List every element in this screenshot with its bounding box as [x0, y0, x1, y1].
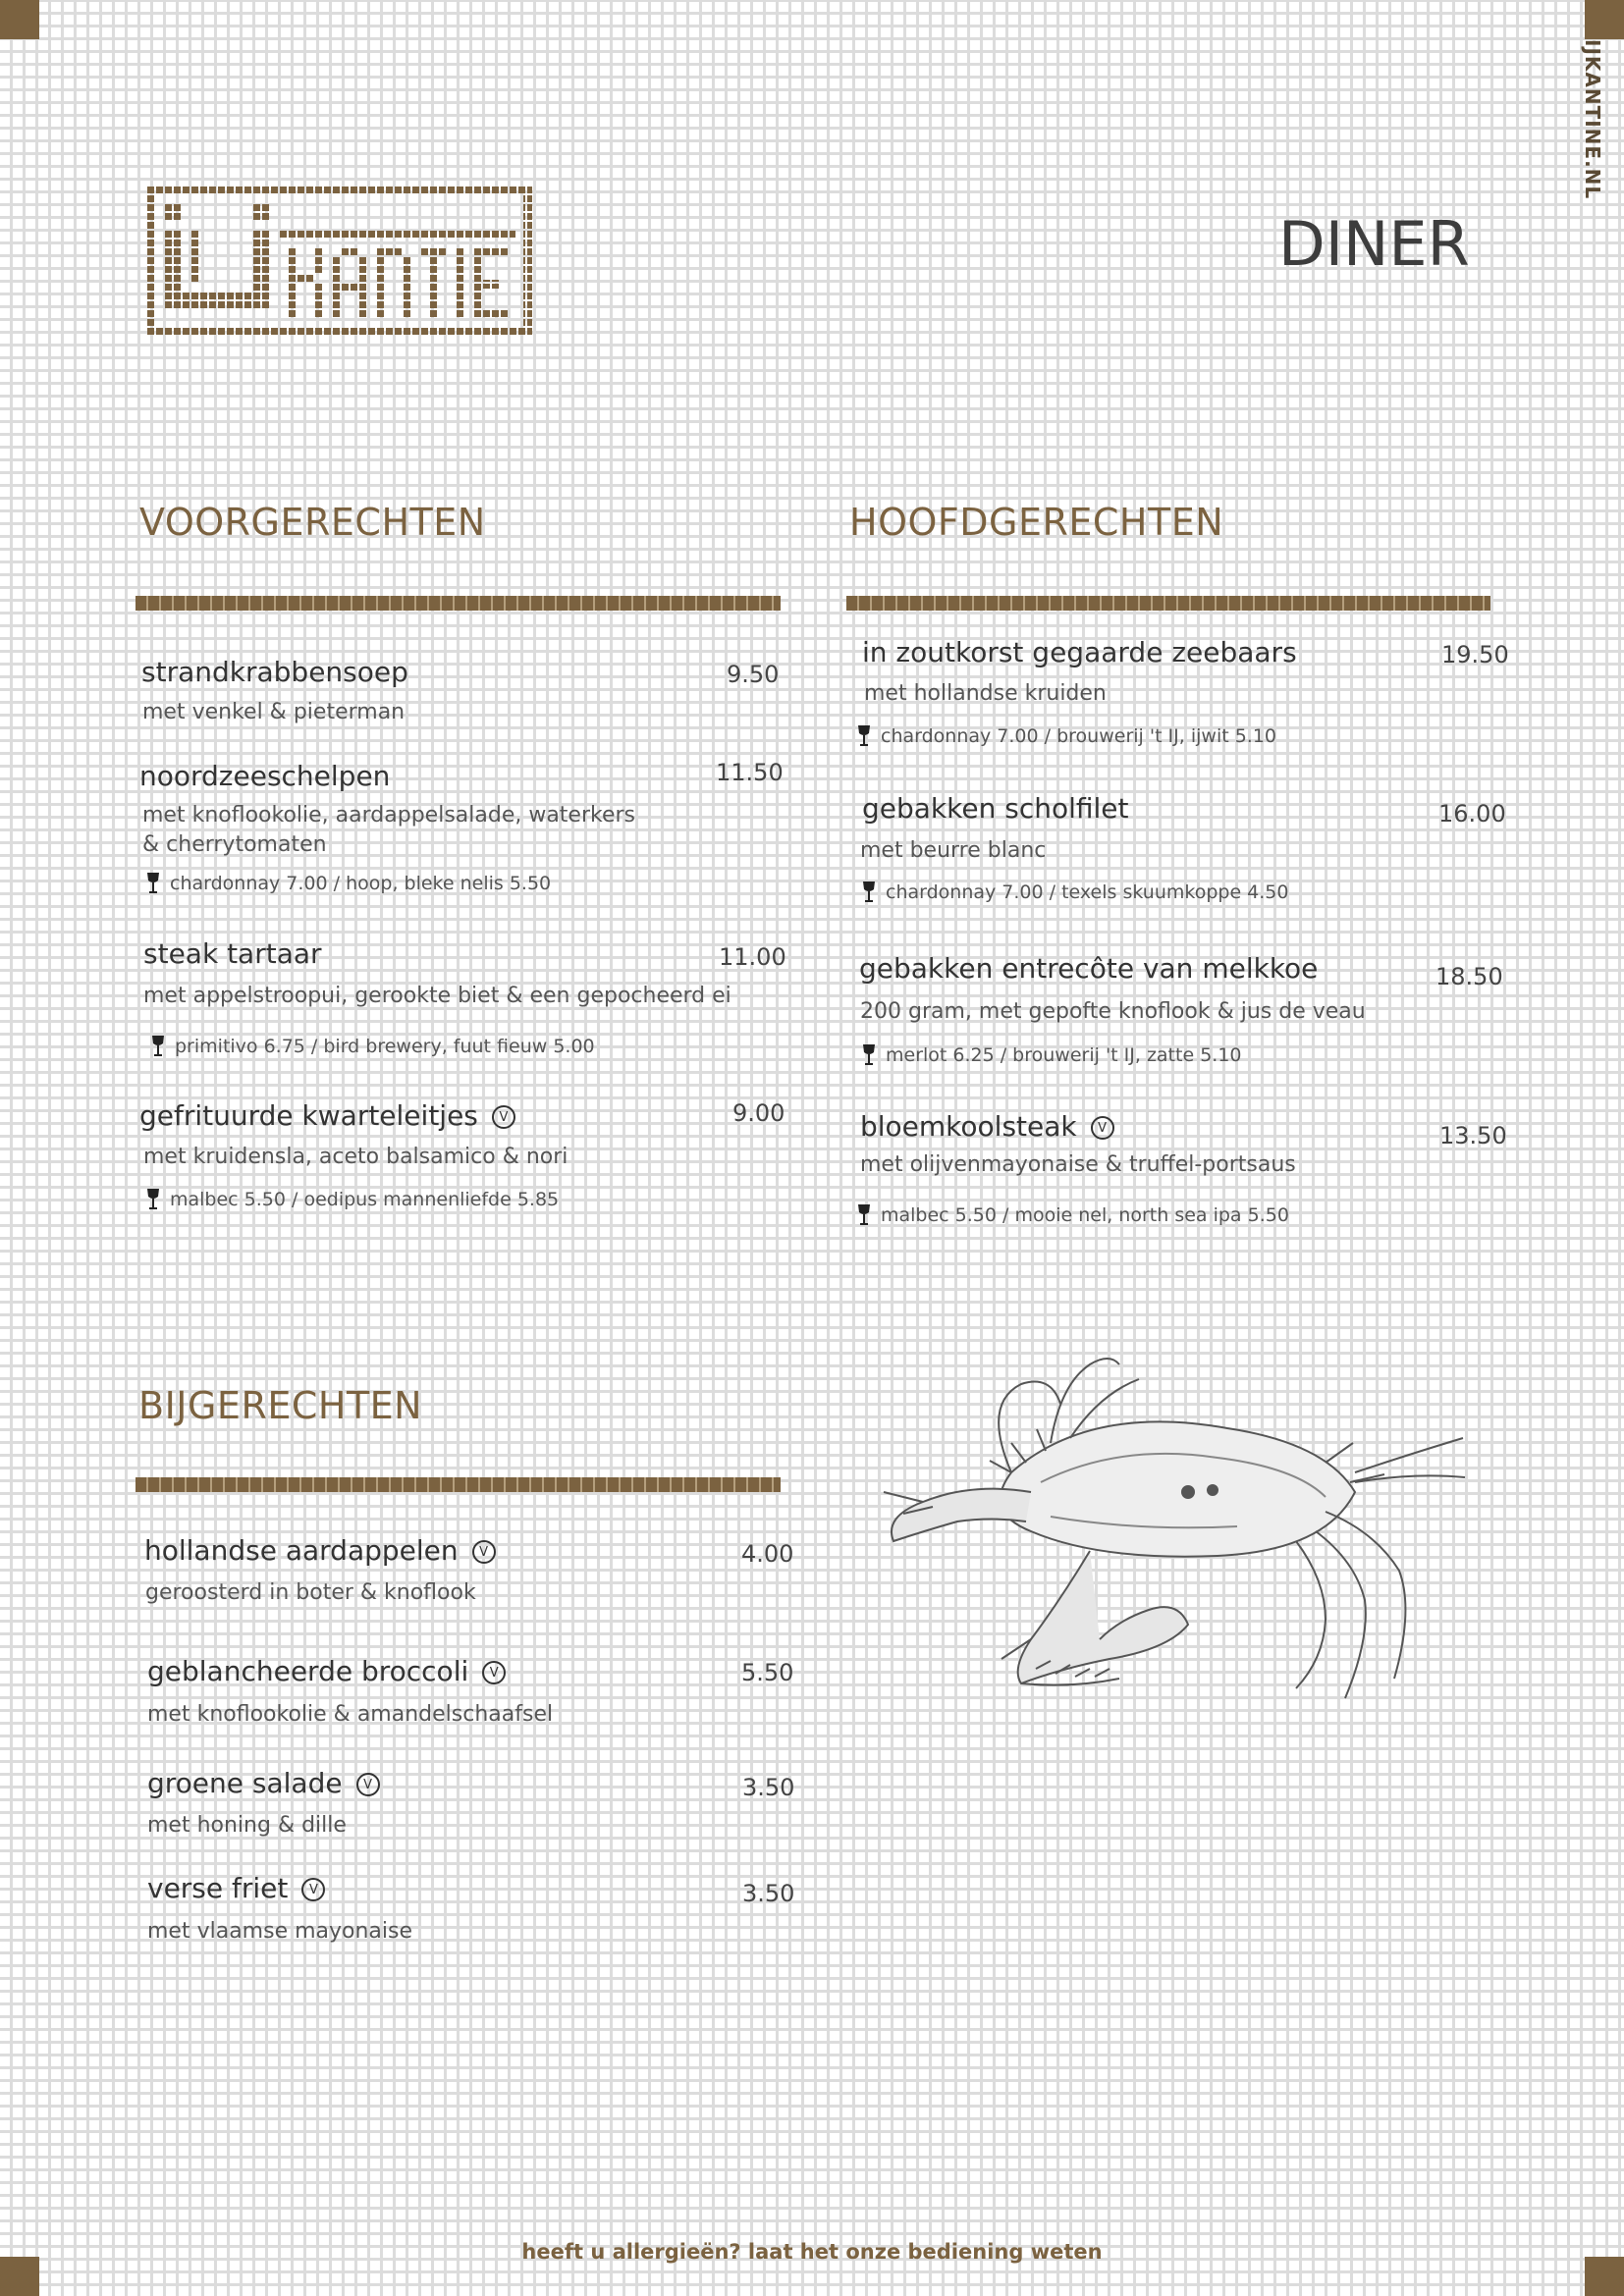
wine-glass-icon — [862, 881, 876, 904]
section-divider — [135, 1477, 781, 1492]
menu-item-price: 5.50 — [741, 1659, 794, 1686]
wine-glass-icon — [857, 724, 871, 748]
vegetarian-icon: V — [301, 1878, 325, 1901]
menu-item-price: 3.50 — [742, 1880, 795, 1907]
wine-glass-icon — [151, 1035, 165, 1058]
menu-item-description: met honing & dille — [147, 1813, 347, 1838]
wine-pairing-text: chardonnay 7.00 / hoop, bleke nelis 5.50 — [170, 873, 552, 894]
menu-item-price: 3.50 — [742, 1774, 795, 1801]
menu-item-name-text: hollandse aardappelen — [144, 1534, 459, 1567]
wine-pairing — [862, 1043, 1242, 1067]
vegetarian-icon: V — [482, 1661, 506, 1684]
menu-item-price: 13.50 — [1439, 1122, 1507, 1149]
menu-item-name — [147, 1872, 325, 1904]
menu-item-name-text: bloemkoolsteak — [860, 1110, 1077, 1143]
vegetarian-icon: V — [356, 1773, 380, 1796]
menu-item-name — [860, 1110, 1114, 1143]
wine-pairing-text: merlot 6.25 / brouwerij 't IJ, zatte 5.10 — [886, 1044, 1242, 1066]
menu-item-price: 16.00 — [1438, 800, 1506, 828]
menu-item-description: met kruidensla, aceto balsamico & nori — [143, 1145, 568, 1169]
wine-pairing-text: chardonnay 7.00 / brouwerij 't IJ, ijwit 5.10 — [881, 725, 1277, 747]
menu-item-description: 200 gram, met gepofte knoflook & jus de veau — [860, 999, 1366, 1024]
menu-item-price: 9.50 — [727, 661, 780, 688]
menu-item-price: 11.50 — [716, 759, 784, 786]
vegetarian-icon: V — [492, 1105, 515, 1129]
crab-illustration — [864, 1345, 1473, 1718]
menu-item-price: 4.00 — [741, 1540, 794, 1568]
menu-item-description: met venkel & pieterman — [142, 700, 406, 724]
wine-pairing-text: malbec 5.50 / oedipus mannenliefde 5.85 — [170, 1189, 560, 1210]
wine-pairing — [151, 1035, 595, 1058]
vegetarian-icon: V — [472, 1540, 496, 1564]
wine-pairing — [146, 872, 551, 895]
section-title-hoofdgerechten: HOOFDGERECHTEN — [849, 501, 1224, 544]
ijkantine-logo — [147, 187, 532, 337]
menu-item-description: geroosterd in boter & knoflook — [145, 1580, 476, 1605]
menu-item-price: 11.00 — [719, 943, 786, 971]
menu-item-price: 19.50 — [1441, 641, 1509, 668]
menu-item-name — [139, 1099, 515, 1132]
corner-decoration — [1585, 0, 1624, 39]
page-title: DINER — [1278, 208, 1470, 280]
menu-item-description: met knoflookolie, aardappelsalade, waterkers — [142, 803, 636, 828]
menu-item-name: strandkrabbensoep — [141, 656, 408, 688]
menu-item-price: 9.00 — [732, 1099, 785, 1127]
wine-glass-icon — [146, 872, 160, 895]
menu-item-description: met beurre blanc — [860, 838, 1047, 863]
vegetarian-icon: V — [1091, 1116, 1114, 1140]
menu-item-name: gebakken entrecôte van melkkoe — [859, 952, 1319, 985]
menu-item-name-text: groene salade — [147, 1767, 343, 1799]
wine-pairing-text: chardonnay 7.00 / texels skuumkoppe 4.50 — [886, 881, 1289, 903]
menu-item-description: met knoflookolie & amandelschaafsel — [147, 1702, 554, 1727]
website-label: IJKANTINE.NL — [1581, 39, 1604, 200]
wine-pairing-text: primitivo 6.75 / bird brewery, fuut fieuw 5.00 — [175, 1036, 595, 1057]
menu-item-price: 18.50 — [1435, 963, 1503, 990]
menu-item-description: met hollandse kruiden — [864, 681, 1107, 706]
menu-item-name — [147, 1767, 380, 1799]
section-divider — [135, 596, 781, 611]
menu-item-name: gebakken scholfilet — [862, 792, 1129, 825]
section-title-voorgerechten: VOORGERECHTEN — [139, 501, 486, 544]
menu-item-name — [144, 1534, 496, 1567]
wine-pairing — [857, 1203, 1289, 1227]
wine-pairing-text: malbec 5.50 / mooie nel, north sea ipa 5.50 — [881, 1204, 1289, 1226]
wine-glass-icon — [857, 1203, 871, 1227]
allergy-notice: heeft u allergieën? laat het onze bediening weten — [521, 2240, 1103, 2264]
menu-item-name: steak tartaar — [143, 937, 322, 970]
wine-glass-icon — [862, 1043, 876, 1067]
menu-item-name-text: gefrituurde kwarteleitjes — [139, 1099, 478, 1132]
menu-item-description: met appelstroopui, gerookte biet & een gepocheerd ei — [143, 984, 731, 1008]
menu-item-name-text: verse friet — [147, 1872, 289, 1904]
wine-pairing — [862, 881, 1288, 904]
menu-item-name-text: geblancheerde broccoli — [147, 1655, 469, 1687]
section-title-bijgerechten: BIJGERECHTEN — [138, 1384, 423, 1427]
menu-item-name: noordzeeschelpen — [139, 760, 391, 792]
menu-item-description: met olijvenmayonaise & truffel-portsaus — [860, 1152, 1296, 1177]
menu-item-name: in zoutkorst gegaarde zeebaars — [862, 636, 1297, 668]
wine-pairing — [857, 724, 1276, 748]
corner-decoration — [0, 0, 39, 39]
menu-item-description: met vlaamse mayonaise — [147, 1919, 413, 1944]
wine-pairing — [146, 1188, 559, 1211]
menu-item-name — [147, 1655, 506, 1687]
section-divider — [846, 596, 1490, 611]
wine-glass-icon — [146, 1188, 160, 1211]
menu-item-description: & cherrytomaten — [142, 832, 327, 857]
